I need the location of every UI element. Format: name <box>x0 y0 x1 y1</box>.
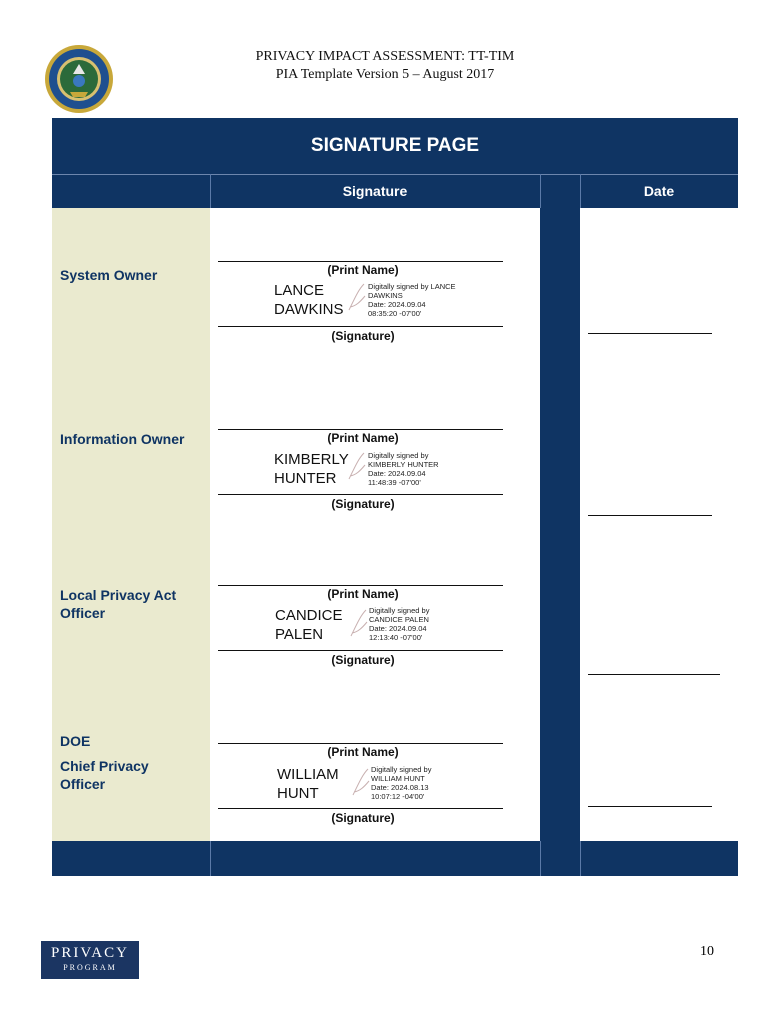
digital-line: DAWKINS <box>368 291 403 300</box>
print-name-line <box>218 429 503 430</box>
page-number: 10 <box>700 944 714 959</box>
date-line <box>588 806 712 807</box>
signature-cell <box>210 208 540 358</box>
role-cell <box>52 532 210 690</box>
signature-squiggle-icon <box>346 282 368 312</box>
doe-seal-icon <box>44 44 114 114</box>
signer-name-line2: PALEN <box>275 626 324 643</box>
divider <box>580 841 581 876</box>
divider <box>540 174 541 208</box>
divider <box>210 174 211 208</box>
date-cell <box>580 358 738 532</box>
header-cell-gap <box>540 174 580 208</box>
digital-line: KIMBERLY HUNTER <box>368 460 439 469</box>
signer-name <box>274 281 343 319</box>
role-cell <box>52 208 210 358</box>
digital-line: Date: 2024.09.04 <box>368 300 426 309</box>
date-cell <box>580 690 738 841</box>
signer-name <box>275 606 343 644</box>
print-name-line <box>218 743 503 744</box>
digital-line: Date: 2024.09.04 <box>369 624 427 633</box>
digital-line: Digitally signed by LANCE <box>368 282 456 291</box>
signature-line <box>218 650 503 651</box>
digital-signature-text <box>368 282 456 318</box>
divider <box>580 174 581 208</box>
signature-table <box>52 118 738 876</box>
digital-line: Digitally signed by <box>371 765 432 774</box>
role-label-line2: Chief Privacy <box>60 758 149 774</box>
signature-label: (Signature) <box>331 329 395 343</box>
date-cell <box>580 208 738 358</box>
signer-name-line1: KIMBERLY <box>274 451 349 468</box>
role-label: Information Owner <box>60 431 185 447</box>
digital-line: 12:13:40 -07'00' <box>369 633 423 642</box>
role-label <box>60 586 176 622</box>
digital-line: 10:07:12 -04'00' <box>371 792 425 801</box>
signature-cell <box>210 358 540 532</box>
role-cell <box>52 690 210 841</box>
date-cell <box>580 532 738 690</box>
signature-label: (Signature) <box>331 497 395 511</box>
digital-line: Date: 2024.09.04 <box>368 469 426 478</box>
digital-signature-text <box>369 606 429 642</box>
header-subtitle: PIA Template Version 5 – August 2017 <box>275 67 495 82</box>
role-label-line1: Local Privacy Act <box>60 587 177 603</box>
divider <box>52 174 738 175</box>
signature-line <box>218 494 503 495</box>
date-line <box>588 333 712 334</box>
print-name-label: (Print Name) <box>327 587 399 601</box>
logo-top-text: PRIVACY <box>51 945 129 961</box>
print-name-label: (Print Name) <box>327 263 399 277</box>
header-cell-role <box>52 174 210 208</box>
header-cell-signature: Signature <box>210 174 540 208</box>
navy-spacer <box>540 690 580 841</box>
date-line <box>588 515 712 516</box>
digital-line: CANDICE PALEN <box>369 615 429 624</box>
print-name-label: (Print Name) <box>327 431 399 445</box>
table-title: SIGNATURE PAGE <box>52 118 738 174</box>
role-label: System Owner <box>60 267 158 283</box>
signature-squiggle-icon <box>350 767 372 797</box>
signer-name-line2: HUNT <box>277 785 319 802</box>
signer-name-line2: DAWKINS <box>274 301 344 318</box>
print-name-label: (Print Name) <box>327 745 399 759</box>
logo-bottom-text: PROGRAM <box>63 963 117 972</box>
digital-line: 08:35:20 -07'00' <box>368 309 422 318</box>
role-label <box>60 757 149 793</box>
document-header <box>180 48 590 84</box>
digital-line: WILLIAM HUNT <box>371 774 425 783</box>
table-footer-bar <box>52 841 738 876</box>
header-title: PRIVACY IMPACT ASSESSMENT: TT-TIM <box>255 49 515 64</box>
role-label-line3: Officer <box>60 776 106 792</box>
signer-name <box>277 765 339 803</box>
digital-line: Digitally signed by <box>368 451 429 460</box>
date-line <box>588 674 720 675</box>
signer-name-line1: LANCE <box>274 282 325 299</box>
header-cell-date: Date <box>580 174 738 208</box>
signature-cell <box>210 690 540 841</box>
print-name-line <box>218 261 503 262</box>
digital-line: Date: 2024.08.13 <box>371 783 429 792</box>
signature-squiggle-icon <box>348 608 370 638</box>
signature-line <box>218 808 503 809</box>
digital-signature-text <box>371 765 431 801</box>
print-name-line <box>218 585 503 586</box>
divider <box>210 841 211 876</box>
role-cell <box>52 358 210 532</box>
divider <box>540 841 541 876</box>
signer-name <box>274 450 349 488</box>
signature-cell <box>210 532 540 690</box>
digital-line: Digitally signed by <box>369 606 430 615</box>
role-label-doe: DOE <box>60 733 91 749</box>
privacy-program-logo <box>41 941 139 979</box>
digital-line: 11:48:39 -07'00' <box>368 478 421 487</box>
role-label-line2: Officer <box>60 605 106 621</box>
signer-name-line1: CANDICE <box>275 607 343 624</box>
signature-squiggle-icon <box>346 451 368 481</box>
digital-signature-text <box>368 451 439 487</box>
signer-name-line1: WILLIAM <box>277 766 339 783</box>
navy-spacer <box>540 208 580 358</box>
signature-line <box>218 326 503 327</box>
navy-spacer <box>540 532 580 690</box>
navy-spacer <box>540 358 580 532</box>
signature-label: (Signature) <box>331 653 395 667</box>
signature-label: (Signature) <box>331 811 395 825</box>
signer-name-line2: HUNTER <box>274 470 337 487</box>
